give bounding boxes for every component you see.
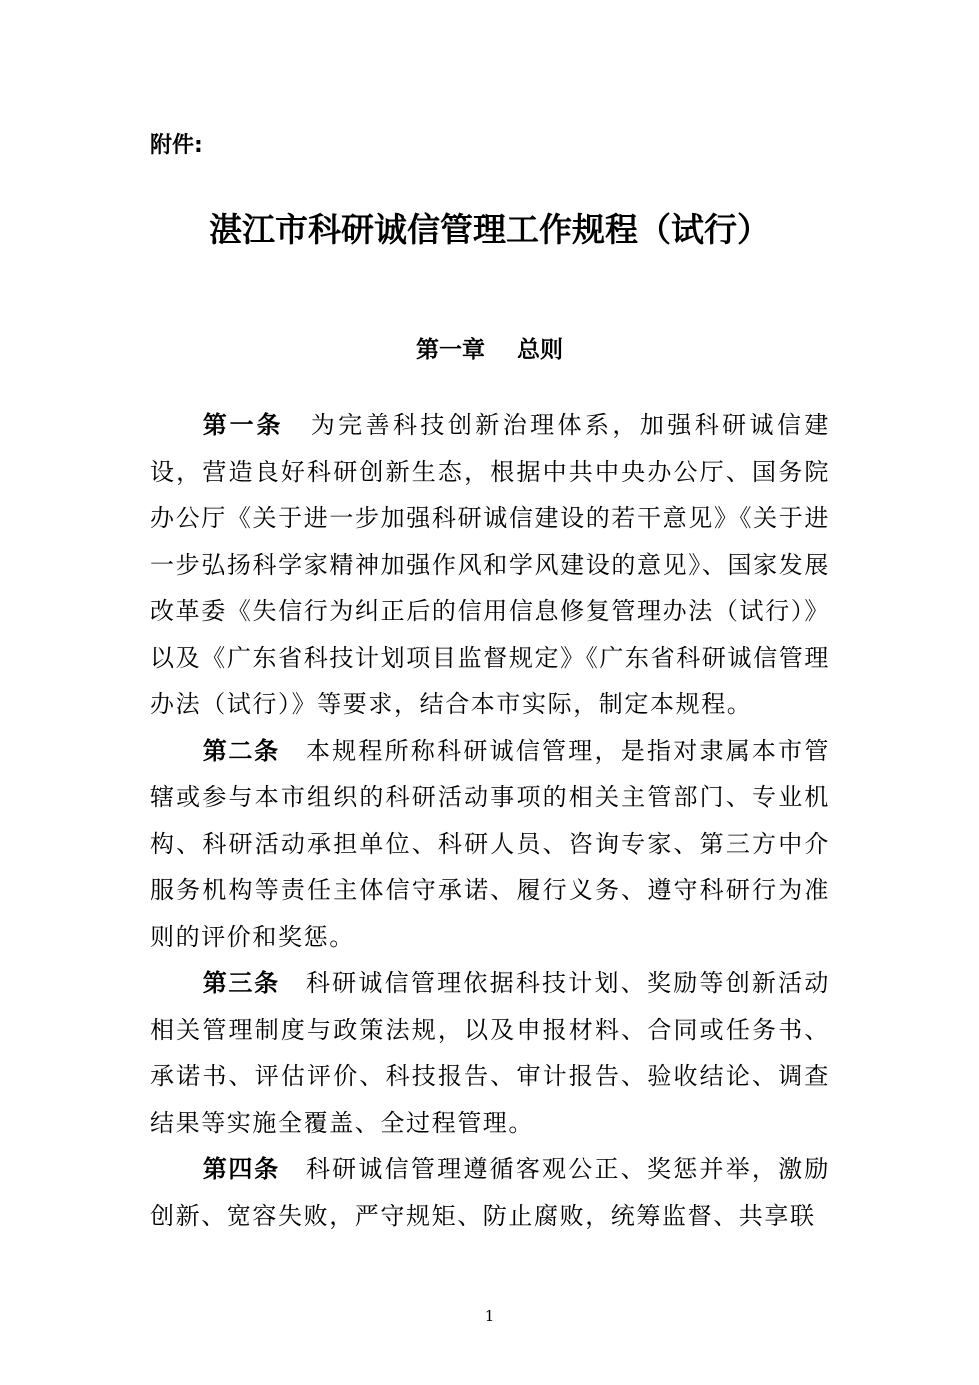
article-label: 第一条 [202, 411, 284, 439]
article-paragraph [150, 728, 830, 961]
article-text: 本规程所称科研诚信管理，是指对隶属本市管辖或参与本市组织的科研活动事项的相关主管部门、专业机构、科研活动承担单位、科研人员、咨询专家、第三方中介服务机构等责任主体信守承诺、履行义务、遵守科研行为准则的评价和奖惩。 [150, 736, 831, 951]
page-number: 1 [484, 1307, 495, 1325]
article-paragraph [150, 402, 830, 728]
document-body [150, 402, 830, 1239]
chapter-title: 第一章 总则 [415, 337, 564, 363]
document-title: 湛江市科研诚信管理工作规程（试行） [209, 210, 770, 249]
article-paragraph [150, 960, 830, 1146]
article-paragraph [150, 1146, 830, 1239]
article-label: 第二条 [202, 736, 280, 765]
article-text: 为完善科技创新治理体系，加强科研诚信建设，营造良好科研创新生态，根据中共中央办公厅、国务院办公厅《关于进一步加强科研诚信建设的若干意见》《关于进一步弘扬科学家精神加强作风和学风建设的意见》、国家发展改革委《失信行为纠正后的信用信息修复管理办法（试行）》以及《广东省科技计划项目监督规定》《广东省科研诚信管理办法（试行）》等要求，结合本市实际，制定本规程。 [150, 411, 830, 718]
article-label: 第三条 [202, 969, 280, 997]
article-text: 科研诚信管理遵循客观公正、奖惩并举，激励创新、宽容失败，严守规矩、防止腐败，统筹监督、共享联 [150, 1155, 831, 1230]
article-text: 科研诚信管理依据科技计划、奖励等创新活动相关管理制度与政策法规，以及申报材料、合同或任务书、承诺书、评估评价、科技报告、审计报告、验收结论、调查结果等实施全覆盖、全过程管理。 [150, 969, 831, 1137]
attachment-label: 附件: [150, 133, 203, 158]
article-label: 第四条 [202, 1155, 280, 1183]
